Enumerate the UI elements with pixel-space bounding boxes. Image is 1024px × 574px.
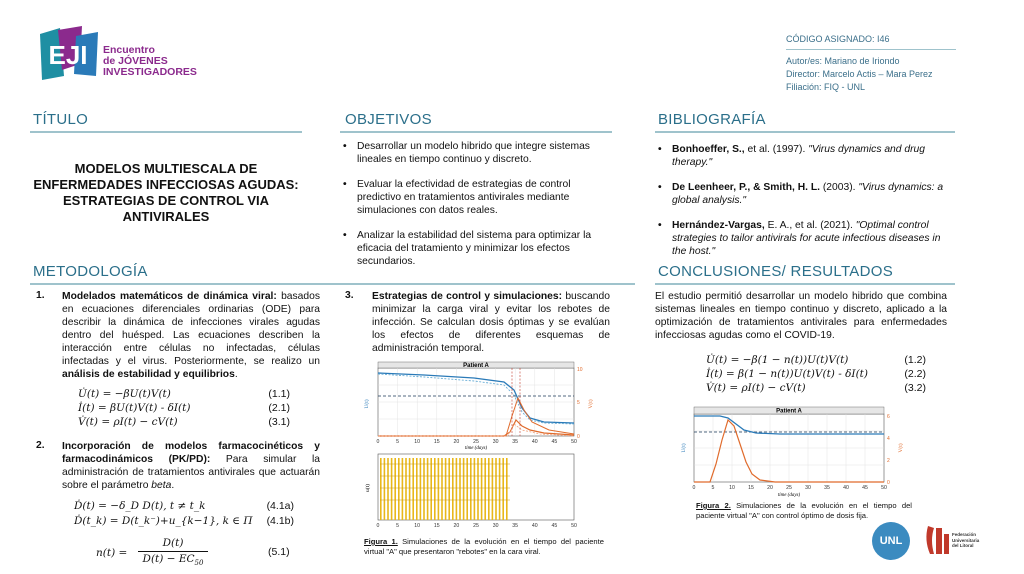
figure1-panel-title: Patient A <box>463 363 489 369</box>
dose-bar <box>499 458 501 520</box>
logo-text <box>103 45 197 78</box>
dose-bar <box>470 458 472 520</box>
dose-bar <box>402 458 404 520</box>
item1-number: 1. <box>36 290 45 301</box>
dose-bar <box>488 458 490 520</box>
dose-bar <box>405 458 407 520</box>
authors: Autor/es: Mariano de Iriondo <box>786 56 900 66</box>
bibliografia-heading: BIBLIOGRAFÍA <box>658 111 766 128</box>
logo-line-2: de JÓVENES <box>103 55 168 67</box>
equation-row: Ḋ(t_k) = D(t_k⁻)+u_{k−1}, k ∈ Π (4.1b) <box>74 515 294 527</box>
item2-text: Incorporación de modelos farmacocinéticos y farmacodinámicos (PK/PD): Para simular la administración de tratamientos antivirales que actuarán sobre el parámetro beta. <box>62 441 321 491</box>
figure2-plot <box>680 404 906 498</box>
dose-bar <box>459 458 461 520</box>
equations-block-2 <box>74 500 322 530</box>
conclusiones-rule <box>655 283 955 285</box>
svg-text:45: 45 <box>551 439 558 445</box>
svg-text:30: 30 <box>492 523 499 529</box>
dose-bar <box>384 458 386 520</box>
equation-row: U̇(t) = −β(1 − n(t))U(t)V(t) (1.2) <box>706 354 926 366</box>
titulo-rule <box>30 131 302 133</box>
dose-bar <box>416 458 418 520</box>
svg-text:6: 6 <box>887 414 890 420</box>
meta-divider <box>786 49 956 50</box>
logo-line-1: Encuentro <box>103 44 155 56</box>
figure2-xlabel: time (days) <box>777 493 801 498</box>
dose-bar <box>430 458 432 520</box>
dose-bar <box>466 458 468 520</box>
conclusiones-equations <box>706 354 926 396</box>
fraction: D(t) $D(t) - EC_{50}$ <box>138 537 208 570</box>
logo-line-3: INVESTIGADORES <box>103 66 197 78</box>
dose-bar <box>484 458 486 520</box>
figure2-yticks-right <box>887 414 890 486</box>
figure2-svg <box>680 404 906 498</box>
figure1-ylabel-bottom: u(t) <box>365 484 371 492</box>
dose-bar <box>398 458 400 520</box>
dose-bar <box>477 458 479 520</box>
figure1-caption: Figura 1. Simulaciones de la evolución en el tiempo del paciente virtual "A" que presentaron "rebotes" en la cara viral. <box>364 537 604 556</box>
dose-bar <box>380 458 382 520</box>
svg-text:30: 30 <box>492 439 499 445</box>
header-meta <box>786 33 956 94</box>
conclusiones-text: El estudio permitió desarrollar un modelo hibrido que combina sistemas lineales en tiempo continuo y discreto, aplicado a la optimización de tratamientos antivirales para enfermedades infecciosas agudas como el COVID-19. <box>655 291 947 341</box>
dose-bar <box>492 458 494 520</box>
equation-row: V̇(t) = ρI(t) − cV(t) (3.2) <box>706 382 926 394</box>
dose-bar <box>394 458 396 520</box>
reference-item: • De Leenheer, P., & Smith, H. L. (2003). "Virus dynamics: a global analysis." <box>658 182 944 206</box>
reference-item: • Bonhoeffer, S., et al. (1997). "Virus dynamics and drug therapy." <box>658 144 925 168</box>
reference-item: • Hernández-Vargas, E. A., et al. (2021). "Optimal control strategies to tailor antivirals for acute infectious diseases in the host." <box>658 220 941 257</box>
objetivo-item: • Analizar la estabilidad del sistema para optimizar la eficacia del tratamiento y minimizar los efectos secundarios. <box>343 230 592 267</box>
objetivo-item: • Desarrollar un modelo hibrido que integre sistemas lineales en tiempo continuo y discreto. <box>343 141 590 165</box>
svg-text:15: 15 <box>433 439 440 445</box>
svg-text:10: 10 <box>414 523 421 529</box>
equation-row: İ(t) = β(1 − n(t))U(t)V(t) - δI(t) (2.2) <box>706 368 926 380</box>
bibliografia-rule <box>655 131 955 133</box>
dose-bar <box>412 458 414 520</box>
svg-text:45: 45 <box>551 523 558 529</box>
svg-text:10: 10 <box>729 485 735 491</box>
dose-bar <box>452 458 454 520</box>
figure2-ylabel-left: U(t) <box>681 443 687 453</box>
fed-logo <box>922 520 982 562</box>
dose-bar <box>495 458 497 520</box>
directors: Director: Marcelo Actis – Mara Perez <box>786 69 933 79</box>
equation-row: İ(t) = βU(t)V(t) - δI(t) (2.1) <box>78 402 290 414</box>
figure1-bottom-plot <box>364 452 596 532</box>
objetivos-rule <box>340 131 612 133</box>
svg-text:0: 0 <box>887 480 890 486</box>
svg-text:35: 35 <box>512 523 519 529</box>
svg-text:50: 50 <box>881 485 887 491</box>
svg-text:20: 20 <box>453 523 460 529</box>
svg-text:15: 15 <box>748 485 754 491</box>
svg-text:25: 25 <box>786 485 792 491</box>
svg-text:35: 35 <box>512 439 519 445</box>
eji-logo <box>36 26 100 82</box>
svg-text:45: 45 <box>862 485 868 491</box>
figure1-ylabel-right: V(t) <box>588 399 594 409</box>
svg-text:50: 50 <box>571 439 577 445</box>
figure1-bottom-xticks <box>377 523 577 529</box>
dose-bar <box>448 458 450 520</box>
svg-text:4: 4 <box>887 436 890 442</box>
dose-bar <box>420 458 422 520</box>
figure2-ylabel-right: V(t) <box>898 443 904 453</box>
dose-bar <box>438 458 440 520</box>
svg-text:0: 0 <box>577 434 580 440</box>
item3-text: Estrategias de control y simulaciones: buscando minimizar la carga viral y evitar los rebotes de infección. Se calculan dosis óptimas y se evalúan los efectos de diferentes esquemas de administración temporal. <box>372 291 610 354</box>
figure1-yticks-right <box>577 367 583 440</box>
dose-bar <box>441 458 443 520</box>
svg-text:10: 10 <box>414 439 421 445</box>
dose-bar <box>456 458 458 520</box>
equation-row: Ḋ(t) = −δ_D D(t), t ≠ t_k (4.1a) <box>74 500 294 512</box>
svg-text:20: 20 <box>767 485 773 491</box>
fed-text: Federación Universitaria del Litoral <box>952 532 980 548</box>
svg-text:10: 10 <box>577 367 583 373</box>
dose-bar <box>409 458 411 520</box>
dose-bar <box>481 458 483 520</box>
unl-logo: UNL <box>872 522 910 560</box>
poster-title: MODELOS MULTIESCALA DE ENFERMEDADES INFECCIOSAS AGUDAS: ESTRATEGIAS DE CONTROL VIA ANTIVIRALES <box>33 161 299 224</box>
item3-number: 3. <box>345 290 354 301</box>
figure1-top-plot <box>364 360 596 450</box>
svg-text:0: 0 <box>376 439 380 445</box>
dose-bar <box>502 458 504 520</box>
dose-bar <box>391 458 393 520</box>
equation-row: V̇(t) = ρI(t) − cV(t) (3.1) <box>78 416 290 428</box>
svg-text:0: 0 <box>376 523 380 529</box>
svg-text:5: 5 <box>711 485 715 491</box>
figure1-ylabel-left: U(t) <box>364 399 370 409</box>
dose-bar <box>427 458 429 520</box>
dose-bar <box>506 458 508 520</box>
item1-text: Modelados matemáticos de dinámica viral: basados en ecuaciones diferenciales ordinarias (ODE) para describir la dinámica de infecciones virales agudas dentro del huésped. Las ecuaciones describen la interacción entre células no infectadas, células infectadas y el virus. Posteriormente, se realizo un análisis de estabilidad y equilibrios. <box>62 291 321 380</box>
svg-text:0: 0 <box>692 485 696 491</box>
conclusiones-heading: CONCLUSIONES/ RESULTADOS <box>658 263 894 280</box>
equations-block-1 <box>78 388 318 430</box>
svg-text:20: 20 <box>453 439 460 445</box>
objetivos-heading: OBJETIVOS <box>345 111 432 128</box>
figure2-panel-title: Patient A <box>776 408 802 415</box>
logo-letters: EJI <box>48 40 88 70</box>
figure1-top-svg <box>364 360 596 450</box>
assigned-code: CÓDIGO ASIGNADO: I46 <box>786 34 890 44</box>
figure1-xticks <box>377 439 577 445</box>
metodologia-rule <box>30 283 635 285</box>
svg-text:5: 5 <box>396 523 400 529</box>
dose-bar <box>434 458 436 520</box>
svg-text:35: 35 <box>824 485 830 491</box>
dose-bar <box>423 458 425 520</box>
svg-text:25: 25 <box>473 439 479 445</box>
dose-bar <box>445 458 447 520</box>
svg-text:40: 40 <box>531 523 538 529</box>
bibliografia-list <box>658 143 954 270</box>
svg-text:5: 5 <box>577 400 580 406</box>
affiliation: Filiación: FIQ - UNL <box>786 82 866 92</box>
objetivo-item: • Evaluar la efectividad de estrategias de control predictivo en tratamientos antivirales mediante simulaciones con datos reales. <box>343 179 571 216</box>
svg-text:30: 30 <box>805 485 811 491</box>
svg-text:2: 2 <box>887 458 890 464</box>
svg-text:50: 50 <box>571 523 577 529</box>
metodologia-heading: METODOLOGÍA <box>33 263 148 280</box>
titulo-heading: TÍTULO <box>33 111 89 128</box>
svg-text:5: 5 <box>396 439 400 445</box>
item2-number: 2. <box>36 440 45 451</box>
figure1-bars-svg <box>364 452 596 532</box>
equation-row: U̇(t) = −βU(t)V(t) (1.1) <box>78 388 290 400</box>
dose-bar <box>463 458 465 520</box>
svg-text:40: 40 <box>843 485 849 491</box>
svg-text:40: 40 <box>531 439 538 445</box>
figure2-xticks <box>693 485 887 491</box>
equation-5-1: n(t) = D(t) $D(t) - EC_{50}$ (5.1) <box>96 537 322 571</box>
dose-bar <box>474 458 476 520</box>
figure2-caption: Figura 2. Simulaciones de la evolución en el tiempo del paciente virtual "A" con control óptimo de dosis fija. <box>696 501 912 520</box>
svg-text:15: 15 <box>433 523 440 529</box>
figure1-xlabel: time (days) <box>464 446 488 450</box>
svg-text:25: 25 <box>473 523 479 529</box>
dose-bar <box>387 458 389 520</box>
objetivos-list <box>343 140 611 280</box>
